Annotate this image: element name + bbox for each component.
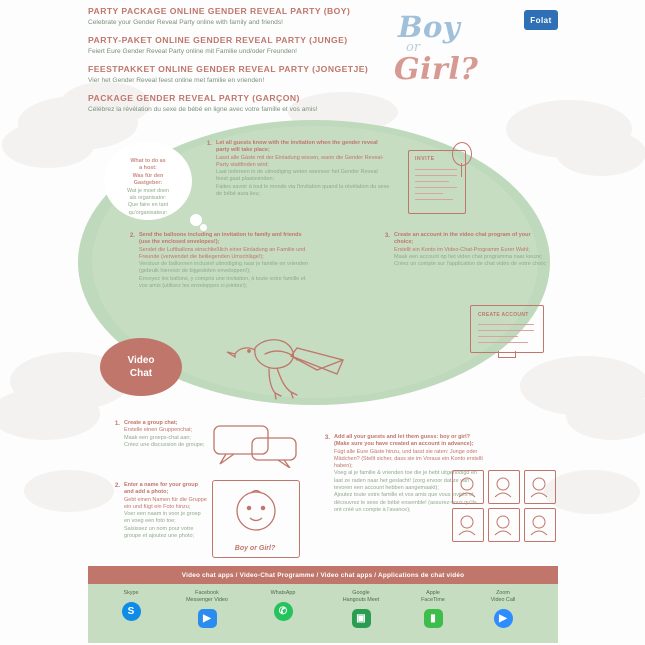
app-google-name2: Hangouts Meet <box>342 597 380 603</box>
balloon-string <box>461 163 462 177</box>
baby-face-icon <box>213 481 299 541</box>
step-4-text <box>124 420 204 449</box>
step-6-en: Add all your guests and let them guess: boy or girl? (Make sure you have created an account in advance); <box>334 434 474 448</box>
bubble-line-2: a host: <box>139 165 157 172</box>
app-facebook-messenger[interactable] <box>174 590 240 628</box>
title-main-fr: PACKAGE GENDER REVEAL PARTY (GARÇON) <box>88 93 300 103</box>
step-3-number: 3. <box>384 232 390 239</box>
step-6-de: Fügt alle Eure Gäste hinzu, und lasst sie raten: Junge oder Mädchen? (Stellt sicher, dass sie im Voraus ein Konto erstellt haben); <box>334 448 483 470</box>
step-5-en: Enter a name for your group and add a photo; <box>124 482 198 496</box>
app-apple-name2: FaceTime <box>421 597 445 603</box>
artwork-or-text: or <box>406 40 421 55</box>
invite-card-label: INVITE <box>415 156 435 162</box>
step-6-fr: Ajoutez toute votre famille et vos amis que vous invités et découvrez le sexe de bébé ensemble! (assurez-vous qu'ils ont créé un compte à l'avance); <box>334 492 477 513</box>
app-zoom-name2: Video Call <box>490 597 516 603</box>
zoom-icon[interactable]: ▶ <box>494 609 513 628</box>
title-row-nl <box>88 64 428 85</box>
host-bubble-text <box>114 158 182 217</box>
bubble-tail-small <box>200 224 207 231</box>
artwork-boy-text: Boy <box>398 10 461 44</box>
step-3-text <box>394 232 548 268</box>
step-3-nl: Maak een account op het video chat programma naar keuze; <box>394 253 543 260</box>
step-2-text <box>139 232 313 290</box>
step-5-number: 2. <box>114 482 120 489</box>
step-3-en: Create an account in the video chat program of your choice; <box>394 232 531 246</box>
app-apple-name: Apple <box>426 590 440 596</box>
step-2-number: 2. <box>129 232 135 239</box>
step-2-en: Send the balloons including an invitation to family and friends (use the enclosed envelopes!); <box>139 232 302 246</box>
step-5-text <box>124 482 208 540</box>
bubble-line-5: Wat je moet doen <box>126 187 170 194</box>
step-2-de: Sendet die Luftballons einschließlich einer Einladung an Familie und Freunde (verwendet die beiliegenden Umschläge!); <box>139 246 306 260</box>
skype-icon[interactable]: S <box>122 602 141 621</box>
step-5-de: Gebt einen Namen für die Gruppe ein und fügt ein Foto hinzu; <box>124 496 207 510</box>
step-1-fr: Faites savoir à tout le monde via l'invitation quand la révélation du sexe de bébé aura lieu; <box>216 183 390 198</box>
step-2-fr: Envoyez les ballons, y compris une invitation, à toute votre famille et vos amis (utilisez les enveloppes ci-jointes!); <box>139 275 306 290</box>
create-account-label: CREATE ACCOUNT <box>478 312 529 318</box>
title-sub-de: Feiert Eure Gender Reveal Party online mit Familie und/oder Freunden! <box>88 48 297 55</box>
step-5-fr: Saisissez un nom pour votre groupe et ajoutez une photo; <box>124 525 195 540</box>
step-6-nl: Voeg al je familie & vrienden toe die je hebt uitgenodigd en laat ze raden naar het geslacht! (zorg ervoor dat ze van tevoren een account hebben aangemaakt); <box>334 470 478 492</box>
monitor-stand <box>498 351 516 358</box>
create-account-illustration <box>470 305 544 353</box>
guest-faces-icon <box>452 470 560 552</box>
app-zoom[interactable] <box>470 590 536 628</box>
step-1-de: Lasst alle Gäste mit der Einladung wissen, wann die Gender Reveal-Party stattfinden wird; <box>216 154 384 168</box>
app-whatsapp[interactable] <box>250 590 316 621</box>
bubble-line-7: Que faire en tant <box>127 202 169 209</box>
bubble-line-3: Was für den <box>132 172 164 179</box>
bubble-line-8: qu'organisateur: <box>128 209 168 216</box>
title-main-de: PARTY-PAKET ONLINE GENDER REVEAL PARTY (JUNGE) <box>88 35 348 45</box>
app-skype-name: Skype <box>123 590 139 596</box>
step-2-nl: Verstuur de ballonnen inclusief uitnodiging naar je familie en vrienden (gebruik hiervoor de bijgesloten enveloppen!); <box>139 261 309 275</box>
step-4-fr: Créez une discussion de groupe; <box>124 441 205 448</box>
title-block <box>88 6 428 122</box>
video-chat-apps-row <box>88 584 558 643</box>
step-4-nl: Maak een groeps-chat aan; <box>124 434 191 441</box>
title-row-en <box>88 6 428 27</box>
step-6-number: 3. <box>324 434 330 441</box>
video-chat-badge-line2: Chat <box>129 368 153 379</box>
title-row-fr <box>88 93 428 114</box>
video-chat-badge-line1: Video <box>127 355 155 366</box>
bubble-line-6: als organisator: <box>129 195 167 202</box>
title-sub-en: Celebrate your Gender Reveal Party online with family and friends! <box>88 19 283 26</box>
facebook-messenger-video-icon[interactable]: ▶ <box>198 609 217 628</box>
poster-header <box>88 6 558 114</box>
step-1-text <box>216 140 390 198</box>
guest-avatars-illustration <box>452 470 560 552</box>
step-4-number: 1. <box>114 420 120 427</box>
brand-logo: Folat <box>524 10 558 30</box>
app-whatsapp-name: WhatsApp <box>270 590 296 596</box>
step-3-fr: Créez un compte sur l'application de chat vidéo de votre choix; <box>394 261 547 268</box>
app-apple-facetime[interactable] <box>400 590 466 628</box>
bubble-line-1: What to do as <box>130 158 166 164</box>
app-facebook-name: Facebook <box>195 590 219 596</box>
facetime-icon[interactable]: ▮ <box>424 609 443 628</box>
step-3-de: Erstellt ein Konto im Video-Chat-Programm Eurer Wahl; <box>394 246 530 253</box>
app-google-name: Google <box>352 590 370 596</box>
google-hangouts-meet-icon[interactable]: ▣ <box>352 609 371 628</box>
app-google-hangouts-meet[interactable] <box>328 590 394 628</box>
group-chat-illustration <box>212 422 300 468</box>
artwork-girl-text: Girl? <box>394 52 479 87</box>
app-facebook-name2: Messenger Video <box>186 597 228 603</box>
step-1-en: Let all guests know with the invitation when the gender reveal party will take place; <box>216 140 378 154</box>
app-zoom-name: Zoom <box>496 590 510 596</box>
title-main-nl: FEESTPAKKET ONLINE GENDER REVEAL PARTY (JONGETJE) <box>88 64 369 74</box>
step-5-nl: Voer een naam in voor je groep en voeg een foto toe; <box>124 511 201 525</box>
host-speech-bubble <box>104 142 192 220</box>
title-row-de <box>88 35 428 56</box>
boy-or-girl-artwork <box>384 8 524 106</box>
title-sub-fr: Célébrez la révélation du sexe de bébé en ligne avec votre famille et vos amis! <box>88 106 318 113</box>
stork-illustration <box>225 330 355 406</box>
title-sub-nl: Vier het Gender Reveal feest online met familie en vrienden! <box>88 77 265 84</box>
balloon-illustration <box>452 142 472 166</box>
baby-photo-caption: Boy or Girl? <box>234 544 276 552</box>
video-chat-apps-band: Video chat apps / Video-Chat Programme / Video chat apps / Applications de chat vidéo <box>88 566 558 584</box>
bubble-line-4: Gastgeber: <box>133 180 163 187</box>
step-4-en: Create a group chat; <box>124 420 178 426</box>
title-main-en: PARTY PACKAGE ONLINE GENDER REVEAL PARTY (BOY) <box>88 6 351 16</box>
whatsapp-icon[interactable]: ✆ <box>274 602 293 621</box>
app-skype[interactable] <box>98 590 164 621</box>
step-1-number: 1. <box>206 140 212 147</box>
video-chat-badge <box>100 338 182 396</box>
step-1-nl: Laat iedereen in de uitnodiging weten wanneer het Gender Reveal feest gaat plaatsvinden; <box>216 169 378 183</box>
step-4-de: Erstelle einen Gruppenchat; <box>124 427 193 434</box>
